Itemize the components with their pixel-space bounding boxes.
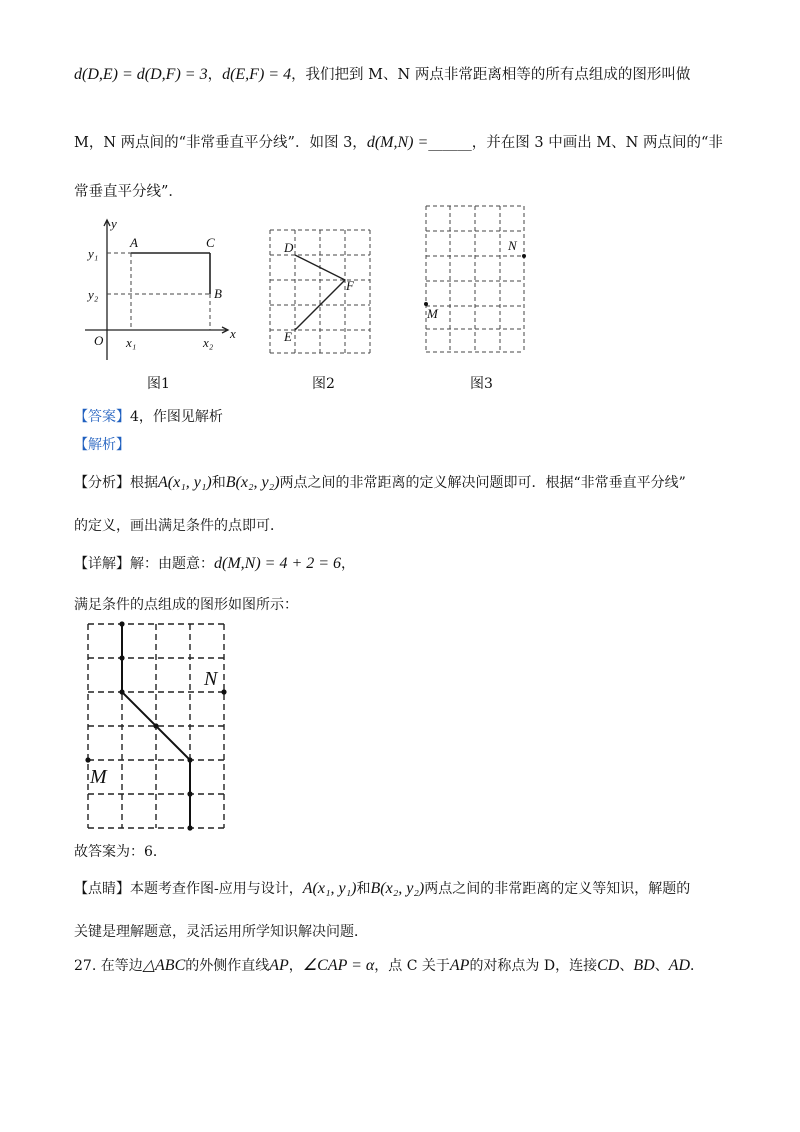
- figure-intro-text: 满足条件的点组成的图形如图所示：: [74, 597, 298, 613]
- fenxi-line-1: [74, 472, 686, 494]
- label-c: C: [206, 235, 215, 250]
- answer-blank: ______: [428, 135, 472, 151]
- fenxi-text: 两点之间的非常距离的定义解决问题即可．根据“非常垂直平分线”: [279, 475, 686, 491]
- math-cd: CD: [597, 957, 620, 974]
- path-point: [187, 791, 192, 796]
- problem-line-1: [74, 64, 690, 86]
- separator: ，: [288, 958, 303, 974]
- problem-text: ，并在图 3 中画出 M、N 两点间的“非: [471, 135, 723, 151]
- path-point: [187, 757, 192, 762]
- label-m: M: [90, 766, 107, 788]
- separator: 、: [619, 958, 634, 974]
- path-point: [119, 689, 124, 694]
- path-point: [187, 825, 192, 830]
- math-ad: AD: [668, 957, 691, 974]
- label-a: A: [130, 235, 138, 250]
- math-triangle-abc: △ABC: [142, 957, 186, 974]
- question-text: ，点 C 关于: [374, 958, 450, 974]
- math-d-mn: d(M,N) =: [366, 134, 429, 151]
- caption-figure-3: 图3: [470, 376, 493, 392]
- problem-text: 常垂直平分线”．: [74, 184, 183, 200]
- analysis-tag: 【解析】: [74, 437, 130, 453]
- point-m: [85, 757, 90, 762]
- label-x1: x₁: [126, 335, 137, 350]
- answer-line: [74, 406, 223, 428]
- question-text: ．: [690, 958, 705, 974]
- math-point-b: B(x₂, y₂): [225, 474, 280, 491]
- final-answer-text: 故答案为：6．: [74, 844, 167, 860]
- math-point-a: A(x₁, y₁): [302, 880, 357, 897]
- question-text: 的外侧作直线: [185, 958, 270, 974]
- label-b: B: [214, 286, 222, 301]
- path-point: [153, 723, 158, 728]
- answer-tag: 【答案】: [74, 409, 130, 425]
- xiangjie-text: 解：由题意：: [130, 556, 214, 572]
- math-d-mn-result: d(M,N) = 4 + 2 = 6: [214, 555, 342, 572]
- fenxi-text: 根据: [130, 475, 158, 491]
- label-d: D: [284, 240, 294, 255]
- fenxi-text: 的定义，画出满足条件的点即可．: [74, 518, 284, 534]
- dianjing-text: 本题考查作图-应用与设计，: [130, 881, 303, 897]
- point-n: [522, 254, 526, 258]
- analysis-line: [74, 434, 130, 456]
- problem-line-2: [74, 132, 723, 154]
- xiangjie-tag: 【详解】: [74, 556, 130, 572]
- math-angle-cap: ∠CAP = α: [302, 957, 375, 974]
- math-d-de-df: d(D,E) = d(D,F) = 3: [74, 66, 208, 83]
- problem-text: ，我们把到 M、N 两点非常距离相等的所有点组成的图形叫做: [291, 67, 691, 83]
- figure-intro-line: [74, 594, 298, 616]
- separator: 、: [654, 958, 669, 974]
- solution-figure: [82, 618, 232, 832]
- dianjing-text: 关键是理解题意，灵活运用所学知识解决问题．: [74, 924, 368, 940]
- label-f: F: [346, 278, 354, 293]
- question-number: 27. 在等边: [74, 958, 143, 974]
- path-point: [119, 621, 124, 626]
- dianjing-line-1: [74, 878, 690, 900]
- math-ap: AP: [449, 957, 470, 974]
- math-point-b: B(x₂, y₂): [370, 880, 425, 897]
- label-y: y: [111, 216, 117, 231]
- label-x2: x₂: [203, 335, 214, 350]
- final-answer-line: [74, 841, 167, 863]
- problem-text: M，N 两点间的“非常垂直平分线”．如图 3，: [74, 135, 367, 151]
- fenxi-text: 和: [211, 475, 226, 491]
- problem-line-3: [74, 181, 183, 203]
- dianjing-tag: 【点睛】: [74, 881, 130, 897]
- figure-2: [264, 224, 374, 356]
- answer-text: 4，作图见解析: [130, 409, 223, 425]
- math-ap: AP: [269, 957, 289, 974]
- xiangjie-text: ，: [341, 556, 356, 572]
- math-point-a: A(x₁, y₁): [158, 474, 212, 491]
- caption-figure-1: 图1: [147, 376, 170, 392]
- question-text: 的对称点为 D，连接: [469, 958, 598, 974]
- fenxi-tag: 【分析】: [74, 475, 130, 491]
- grid-dashed: [426, 206, 524, 352]
- math-d-ef: d(E,F) = 4: [222, 66, 292, 83]
- label-n: N: [508, 238, 517, 253]
- label-m: M: [427, 306, 438, 321]
- point-n: [221, 689, 226, 694]
- label-n: N: [204, 668, 218, 690]
- label-origin: O: [94, 333, 104, 348]
- dianjing-line-2: [74, 921, 368, 943]
- label-x: x: [230, 326, 236, 341]
- caption-figure-2: 图2: [312, 376, 335, 392]
- label-y1: y₁: [88, 246, 99, 261]
- xiangjie-line: [74, 553, 355, 575]
- fenxi-line-2: [74, 515, 284, 537]
- dianjing-text: 两点之间的非常距离的定义等知识，解题的: [424, 881, 691, 897]
- path-point: [119, 655, 124, 660]
- separator: ，: [207, 67, 223, 83]
- figure-1: [80, 210, 240, 370]
- math-bd: BD: [633, 957, 655, 974]
- dianjing-text: 和: [356, 881, 371, 897]
- figure-3: [420, 200, 530, 356]
- label-e: E: [284, 329, 292, 344]
- label-y2: y₂: [88, 287, 99, 302]
- question-27-line: [74, 955, 704, 977]
